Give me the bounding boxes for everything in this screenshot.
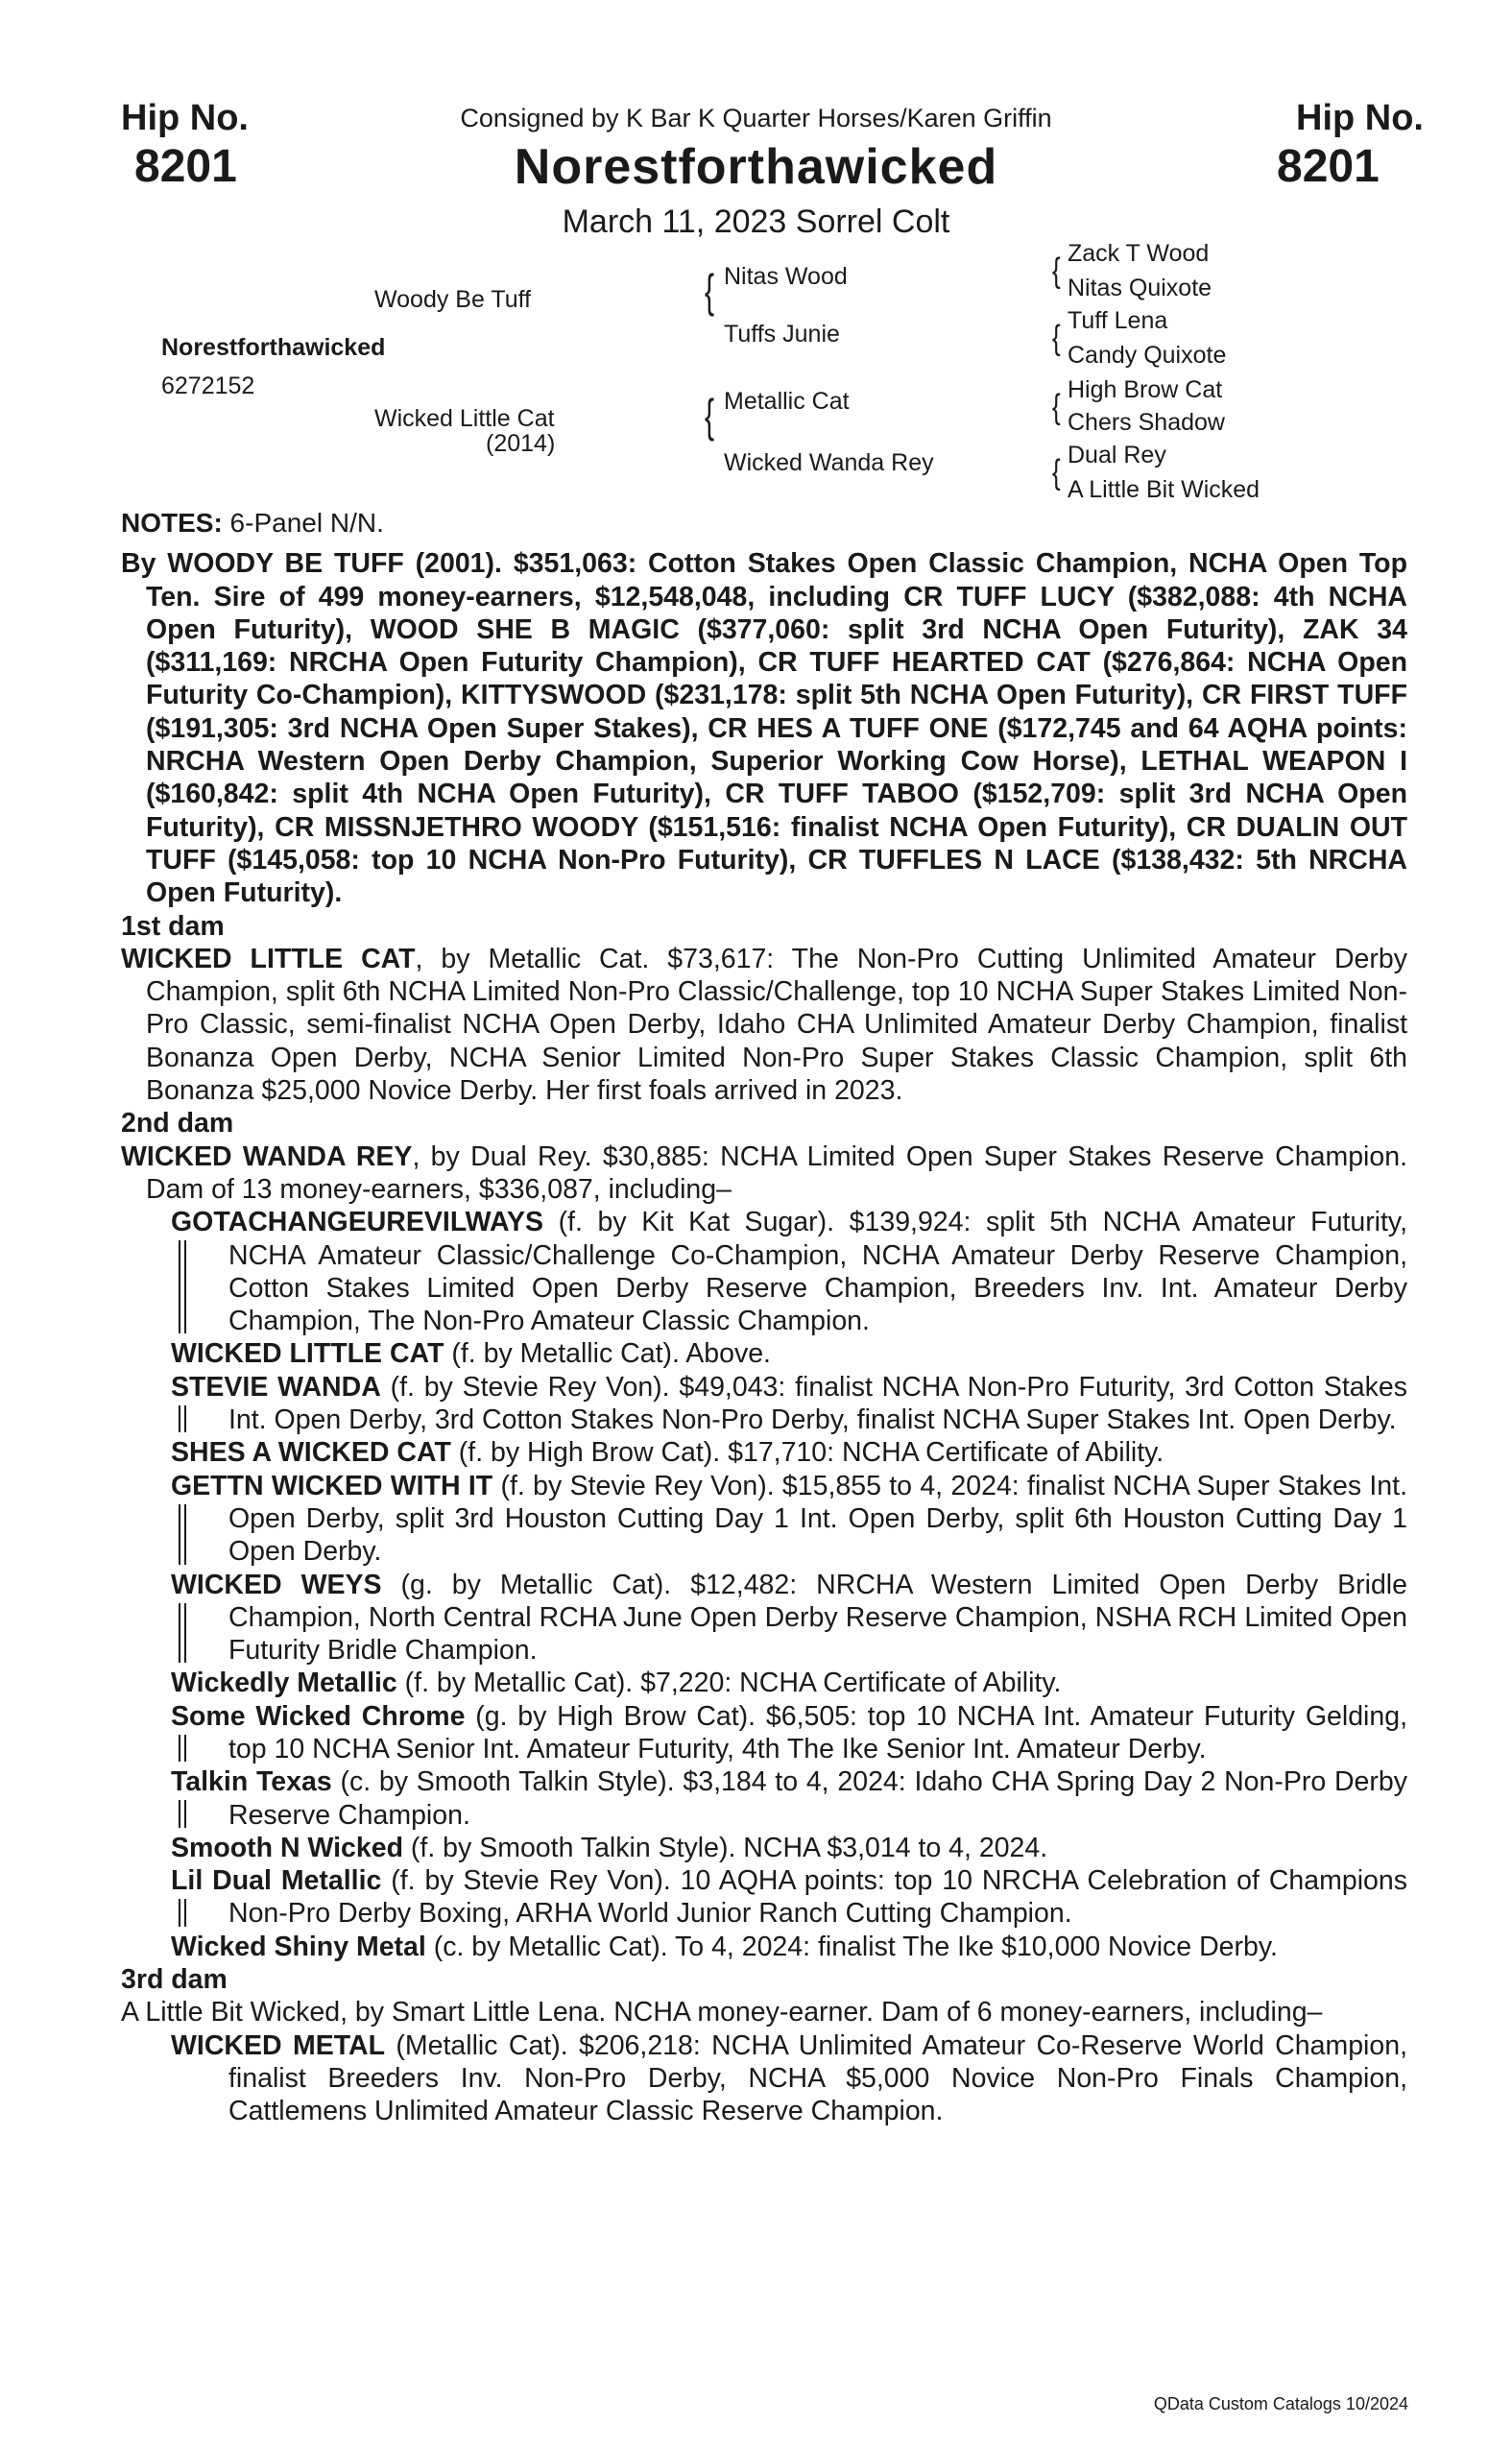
ped-dam-dam: Wicked Wanda Rey [724,449,934,476]
offspring-name: WICKED METAL [171,2029,385,2061]
offspring-entry [171,1931,1407,1963]
offspring-text: (Metallic Cat). $206,218: NCHA Unlimited Amateur Co-Reserve World Champion, finalist Breeders Inv. Non-Pro Derby, NCHA $5,000 Novice Non-Pro Finals Champion, Cattlemens Unlimited Amateur Classic Reserve Champion. [228,2029,1407,2127]
ped-g7: Dual Rey [1068,442,1166,468]
offspring-text: (f. by Kit Kat Sugar). $139,924: split 5th NCHA Amateur Futurity, NCHA Amateur Classic/Challenge Co-Champion, NCHA Amateur Derby Reserve Champion, Cotton Stakes Limited Open Derby Reserve Champion, Breeders Inv. Int. Amateur Derby Champion, The Non-Pro Amateur Classic Champion. [228,1207,1407,1337]
hip-number-left: 8201 [134,141,237,192]
brace-icon: { [1052,250,1061,290]
offspring-name: SHES A WICKED CAT [171,1437,451,1469]
third-dam-paragraph: A Little Bit Wicked, by Smart Little Lena. NCHA money-earner. Dam of 6 money-earners, including– [121,1997,1323,2028]
ped-g6: Chers Shadow [1068,409,1225,436]
offspring-entry [171,1436,1407,1469]
catalog-body [121,507,1407,2128]
ped-g4: Candy Quixote [1068,342,1227,369]
ped-g8: A Little Bit Wicked [1068,476,1260,503]
brace-icon: { [1052,386,1061,426]
ped-g5: High Brow Cat [1068,376,1223,403]
offspring-entry [171,1832,1407,1864]
brace-icon: { [705,391,715,443]
offspring-name: WICKED LITTLE CAT [171,1338,444,1370]
offspring-text: (f. by Stevie Rey Von). $49,043: finalist NCHA Non-Pro Futurity, 3rd Cotton Stakes Int. Open Derby, 3rd Cotton Stakes Non-Pro Derby, finalist NCHA Super Stakes Int. Open Derby. [228,1371,1407,1436]
footer-credit: QData Custom Catalogs 10/2024 [1153,2394,1408,2413]
offspring-name: STEVIE WANDA [171,1371,381,1403]
brace-icon: { [1052,451,1061,492]
brace-icon: { [1052,317,1061,357]
offspring-text: (f. by Stevie Rey Von). 10 AQHA points: top 10 NRCHA Celebration of Champions Non-Pro Derby Boxing, ARHA World Junior Ranch Cutting Champion. [228,1865,1407,1930]
offspring-name: Wicked Shiny Metal [171,1931,426,1962]
horse-name: Norestforthawicked [514,139,998,195]
sire-paragraph: By WOODY BE TUFF (2001). $351,063: Cotton Stakes Open Classic Champion, NCHA Open Top Ten. Sire of 499 money-earners, $12,548,048, including CR TUFF LUCY ($382,088: 4th NCHA Open Futurity), WOOD SHE B MAGIC ($377,060: split 3rd NCHA Open Futurity), ZAK 34 ($311,169: NRCHA Open Futurity Champion), CR TUFF HEARTED CAT ($276,864: NCHA Open Futurity Co-Champion), KITTYSWOOD ($231,178: split 5th NCHA Open Futurity), CR FIRST TUFF ($191,305: 3rd NCHA Open Super Stakes), CR HES A TUFF ONE ($172,745 and 64 AQHA points: NRCHA Western Open Derby Champion, Superior Working Cow Horse), LETHAL WEAPON I ($160,842: split 4th NCHA Open Futurity), CR TUFF TABOO ($152,709: split 3rd NCHA Open Futurity), CR MISSNJETHRO WOODY ($151,516: finalist NCHA Open Futurity), CR DUALIN OUT TUFF ($145,058: top 10 NCHA Non-Pro Futurity), CR TUFFLES N LACE ($138,432: 5th NRCHA Open Futurity). [121,548,1407,909]
second-dam-paragraph [121,1140,1407,1207]
ped-g1: Zack T Wood [1068,240,1210,267]
offspring-entry [171,1765,1407,1832]
offspring-entry [171,1470,1407,1569]
hip-label-right: Hip No. [1296,98,1424,138]
consignor-line: Consigned by K Bar K Quarter Horses/Karen Griffin [460,104,1052,132]
ped-sire-dam: Tuffs Junie [724,321,840,348]
offspring-entry [171,1700,1407,1766]
hip-number-right: 8201 [1277,141,1380,192]
first-dam-heading: 1st dam [121,910,225,942]
offspring-name: Lil Dual Metallic [171,1865,382,1897]
ped-dam-sire: Metallic Cat [724,388,850,415]
ped-registration: 6272152 [161,372,255,399]
second-dam-text: , by Dual Rey. $30,885: NCHA Limited Open Super Stakes Reserve Champion. Dam of 13 money-earners, $336,087, including– [146,1140,1408,1205]
first-dam-text: , by Metallic Cat. $73,617: The Non-Pro Cutting Unlimited Amateur Derby Champion, split 6th NCHA Limited Non-Pro Classic/Challenge, top 10 NCHA Super Stakes Limited Non-Pro Classic, semi-finalist NCHA Open Derby, Idaho CHA Unlimited Amateur Derby Champion, finalist Bonanza Open Derby, NCHA Senior Limited Non-Pro Super Stakes Classic Champion, split 6th Bonanza $25,000 Novice Derby. Her first foals arrived in 2023. [146,943,1407,1107]
second-dam-heading: 2nd dam [121,1108,234,1140]
notes-text: 6-Panel N/N. [222,508,384,538]
brace-icon: { [705,266,715,318]
offspring-name: Some Wicked Chrome [171,1700,466,1732]
birth-line: March 11, 2023 Sorrel Colt [562,204,950,240]
offspring-text: (c. by Metallic Cat). To 4, 2024: finalist The Ike $10,000 Novice Derby. [425,1931,1278,1962]
offspring-entry [171,2029,1407,2128]
offspring-text: (f. by High Brow Cat). $17,710: NCHA Certificate of Ability. [450,1437,1164,1469]
ped-subject: Norestforthawicked [161,334,386,361]
offspring-name: GETTN WICKED WITH IT [171,1470,493,1501]
ped-g2: Nitas Quixote [1068,275,1212,301]
hip-label-left: Hip No. [121,98,249,138]
offspring-entry [171,1206,1407,1337]
ped-sire: Woody Be Tuff [374,286,532,313]
offspring-text: (g. by High Brow Cat). $6,505: top 10 NCHA Int. Amateur Futurity Gelding, top 10 NCHA Senior Int. Amateur Futurity, 4th The Ike Senior Int. Amateur Derby. [228,1700,1407,1764]
second-dam-name: WICKED WANDA REY [121,1140,413,1172]
ped-dam: Wicked Little Cat [374,405,555,432]
offspring-text: (c. by Smooth Talkin Style). $3,184 to 4, 2024: Idaho CHA Spring Day 2 Non-Pro Derby Reserve Champion. [228,1766,1407,1831]
offspring-name: WICKED WEYS [171,1569,382,1600]
offspring-text: (f. by Smooth Talkin Style). NCHA $3,014 to 4, 2024. [403,1832,1048,1863]
offspring-name: Wickedly Metallic [171,1668,397,1699]
offspring-entry [171,1864,1407,1931]
third-dam-heading: 3rd dam [121,1964,228,1996]
offspring-text: (f. by Stevie Rey Von). $15,855 to 4, 2024: finalist NCHA Super Stakes Int. Open Derby, split 3rd Houston Cutting Day 1 Int. Open Derby, split 6th Houston Cutting Day 1 Open Derby. [228,1470,1407,1568]
notes-label: NOTES: [121,508,223,538]
offspring-entry [171,1371,1407,1437]
offspring-name: Smooth N Wicked [171,1832,404,1863]
ped-sire-sire: Nitas Wood [724,263,848,290]
offspring-text: (f. by Metallic Cat). $7,220: NCHA Certificate of Ability. [396,1668,1062,1699]
ped-g3: Tuff Lena [1068,307,1168,334]
first-dam-paragraph [121,943,1407,1107]
offspring-entry [171,1667,1407,1699]
offspring-text: (f. by Metallic Cat). Above. [444,1338,771,1370]
offspring-entry [171,1337,1407,1370]
offspring-text: (g. by Metallic Cat). $12,482: NRCHA Western Limited Open Derby Bridle Champion, North Central RCHA June Open Derby Reserve Champion, NSHA RCH Limited Open Futurity Bridle Champion. [228,1569,1407,1667]
first-dam-name: WICKED LITTLE CAT [121,943,416,974]
ped-dam-year: (2014) [486,430,556,457]
offspring-name: Talkin Texas [171,1766,332,1798]
offspring-name: GOTACHANGEUREVILWAYS [171,1207,543,1238]
notes [121,507,1407,540]
offspring-entry [171,1569,1407,1668]
